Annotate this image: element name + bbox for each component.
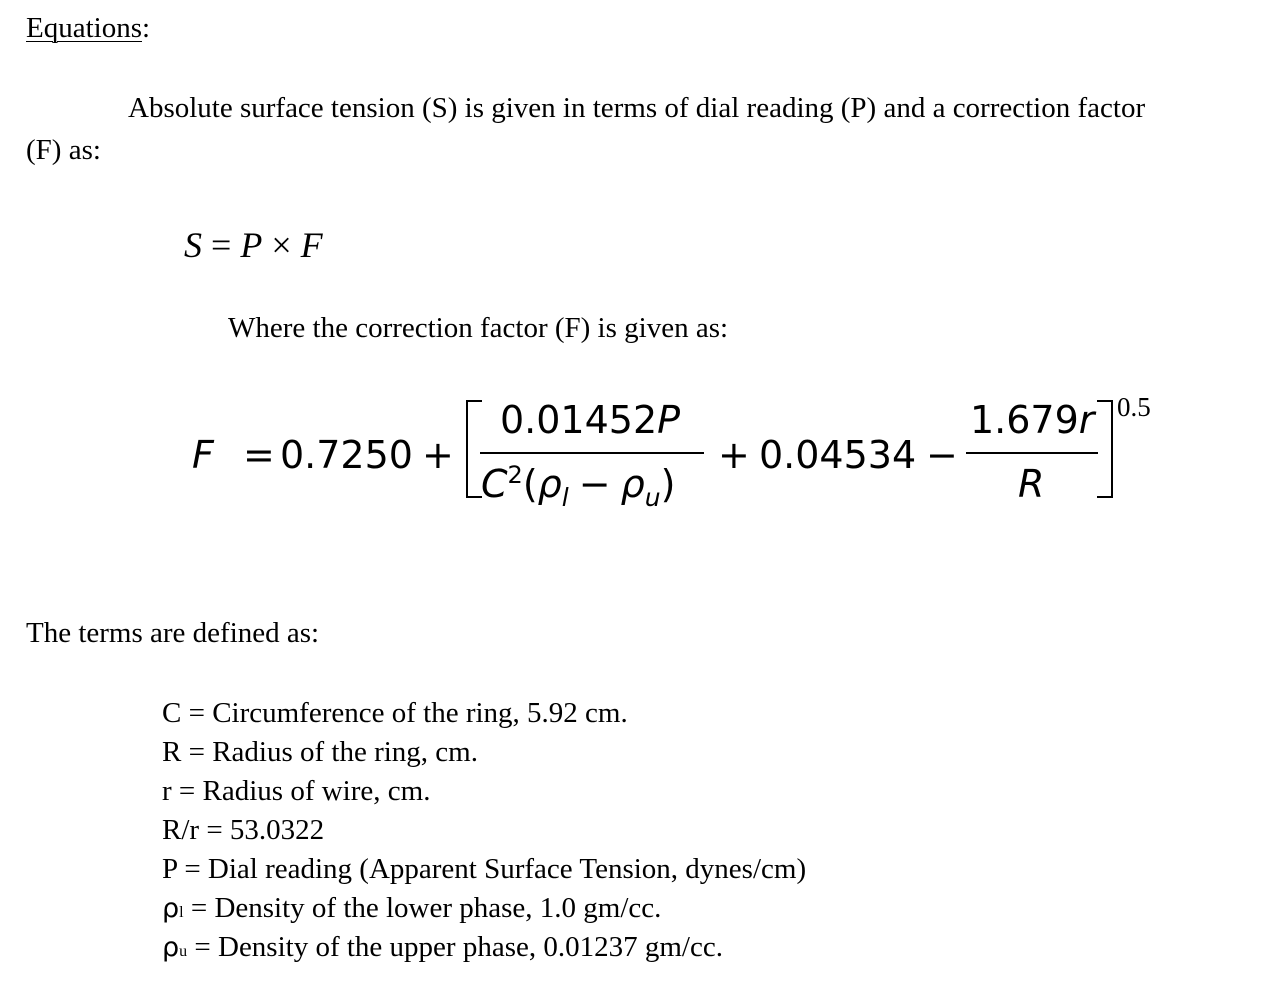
definition-item — [162, 699, 628, 728]
frac1-rho-u: ρ — [620, 462, 645, 506]
eq2-plus: + — [422, 433, 454, 477]
eq2-minus-2: − — [926, 433, 958, 477]
definition-symbol-sub: u — [179, 943, 188, 960]
eq1-equals: = — [211, 225, 232, 265]
section-heading — [26, 14, 150, 43]
frac1-close-paren: ) — [660, 462, 676, 506]
eq2-lhs: F — [192, 433, 214, 477]
frac2-num-var: r — [1078, 398, 1095, 442]
definition-item — [162, 777, 430, 806]
eq1-s: S — [184, 225, 202, 265]
eq2-plus-2: + — [718, 433, 750, 477]
definition-text: = Dial reading (Apparent Surface Tension, dynes/cm) — [177, 853, 807, 885]
equation-surface-tension — [184, 224, 323, 266]
definition-symbol: R/r — [162, 814, 200, 846]
eq2-exponent: 0.5 — [1117, 392, 1151, 422]
definition-text: = Density of the upper phase, 0.01237 gm/cc. — [187, 931, 723, 963]
frac1-denominator — [481, 461, 676, 512]
definition-item — [162, 933, 723, 962]
where-text: Where the correction factor (F) is given as: — [228, 312, 729, 344]
frac2-line — [966, 452, 1098, 454]
frac1-rho-l: ρ — [537, 462, 562, 506]
intro-line-1: Absolute surface tension (S) is given in terms of dial reading (P) and a correction factor — [128, 92, 1146, 124]
definition-text: = Circumference of the ring, 5.92 cm. — [181, 697, 628, 729]
terms-heading: The terms are defined as: — [26, 617, 320, 649]
right-bracket — [1097, 400, 1113, 498]
frac1-numerator — [500, 398, 681, 442]
definition-item — [162, 855, 806, 884]
frac2-denominator: R — [1018, 462, 1045, 506]
definition-text: = Radius of the ring, cm. — [181, 736, 478, 768]
eq2-constant: 0.7250 — [280, 433, 413, 477]
definition-item — [162, 738, 478, 767]
definition-symbol-sub: l — [179, 904, 184, 921]
frac1-open-paren: ( — [522, 462, 538, 506]
section-heading-colon: : — [142, 12, 151, 44]
eq1-f: F — [300, 225, 323, 265]
eq2-equals: = — [243, 433, 275, 477]
definition-symbol: P — [162, 853, 178, 885]
definition-symbol: r — [162, 775, 172, 807]
eq1-times: × — [271, 225, 292, 265]
definition-text: = Density of the lower phase, 1.0 gm/cc. — [183, 892, 662, 924]
frac2-num-coef: 1.679 — [970, 398, 1079, 442]
frac1-den-c: C — [481, 462, 508, 506]
definition-item — [162, 816, 324, 845]
frac1-sub-u: u — [644, 483, 661, 512]
frac1-den-exp: 2 — [507, 461, 523, 489]
definition-text: = Radius of wire, cm. — [171, 775, 431, 807]
frac1-minus: − — [578, 462, 611, 506]
section-heading-label: Equations — [26, 12, 142, 44]
definition-item — [162, 894, 661, 923]
definition-symbol-rho: ρ — [162, 893, 180, 924]
eq2-constant-2: 0.04534 — [759, 433, 917, 477]
frac1-num-coef: 0.01452 — [500, 398, 658, 442]
left-bracket — [466, 400, 482, 498]
eq1-p: P — [240, 225, 263, 265]
definition-symbol-rho: ρ — [162, 932, 180, 963]
definition-symbol: R — [162, 736, 182, 768]
frac1-num-var: P — [657, 398, 681, 442]
frac1-line — [480, 452, 704, 454]
definition-text: = 53.0322 — [199, 814, 325, 846]
intro-line-2: (F) as: — [26, 134, 101, 166]
frac2-numerator — [970, 398, 1095, 442]
frac1-sub-l: l — [561, 483, 569, 512]
definition-symbol: C — [162, 697, 182, 729]
